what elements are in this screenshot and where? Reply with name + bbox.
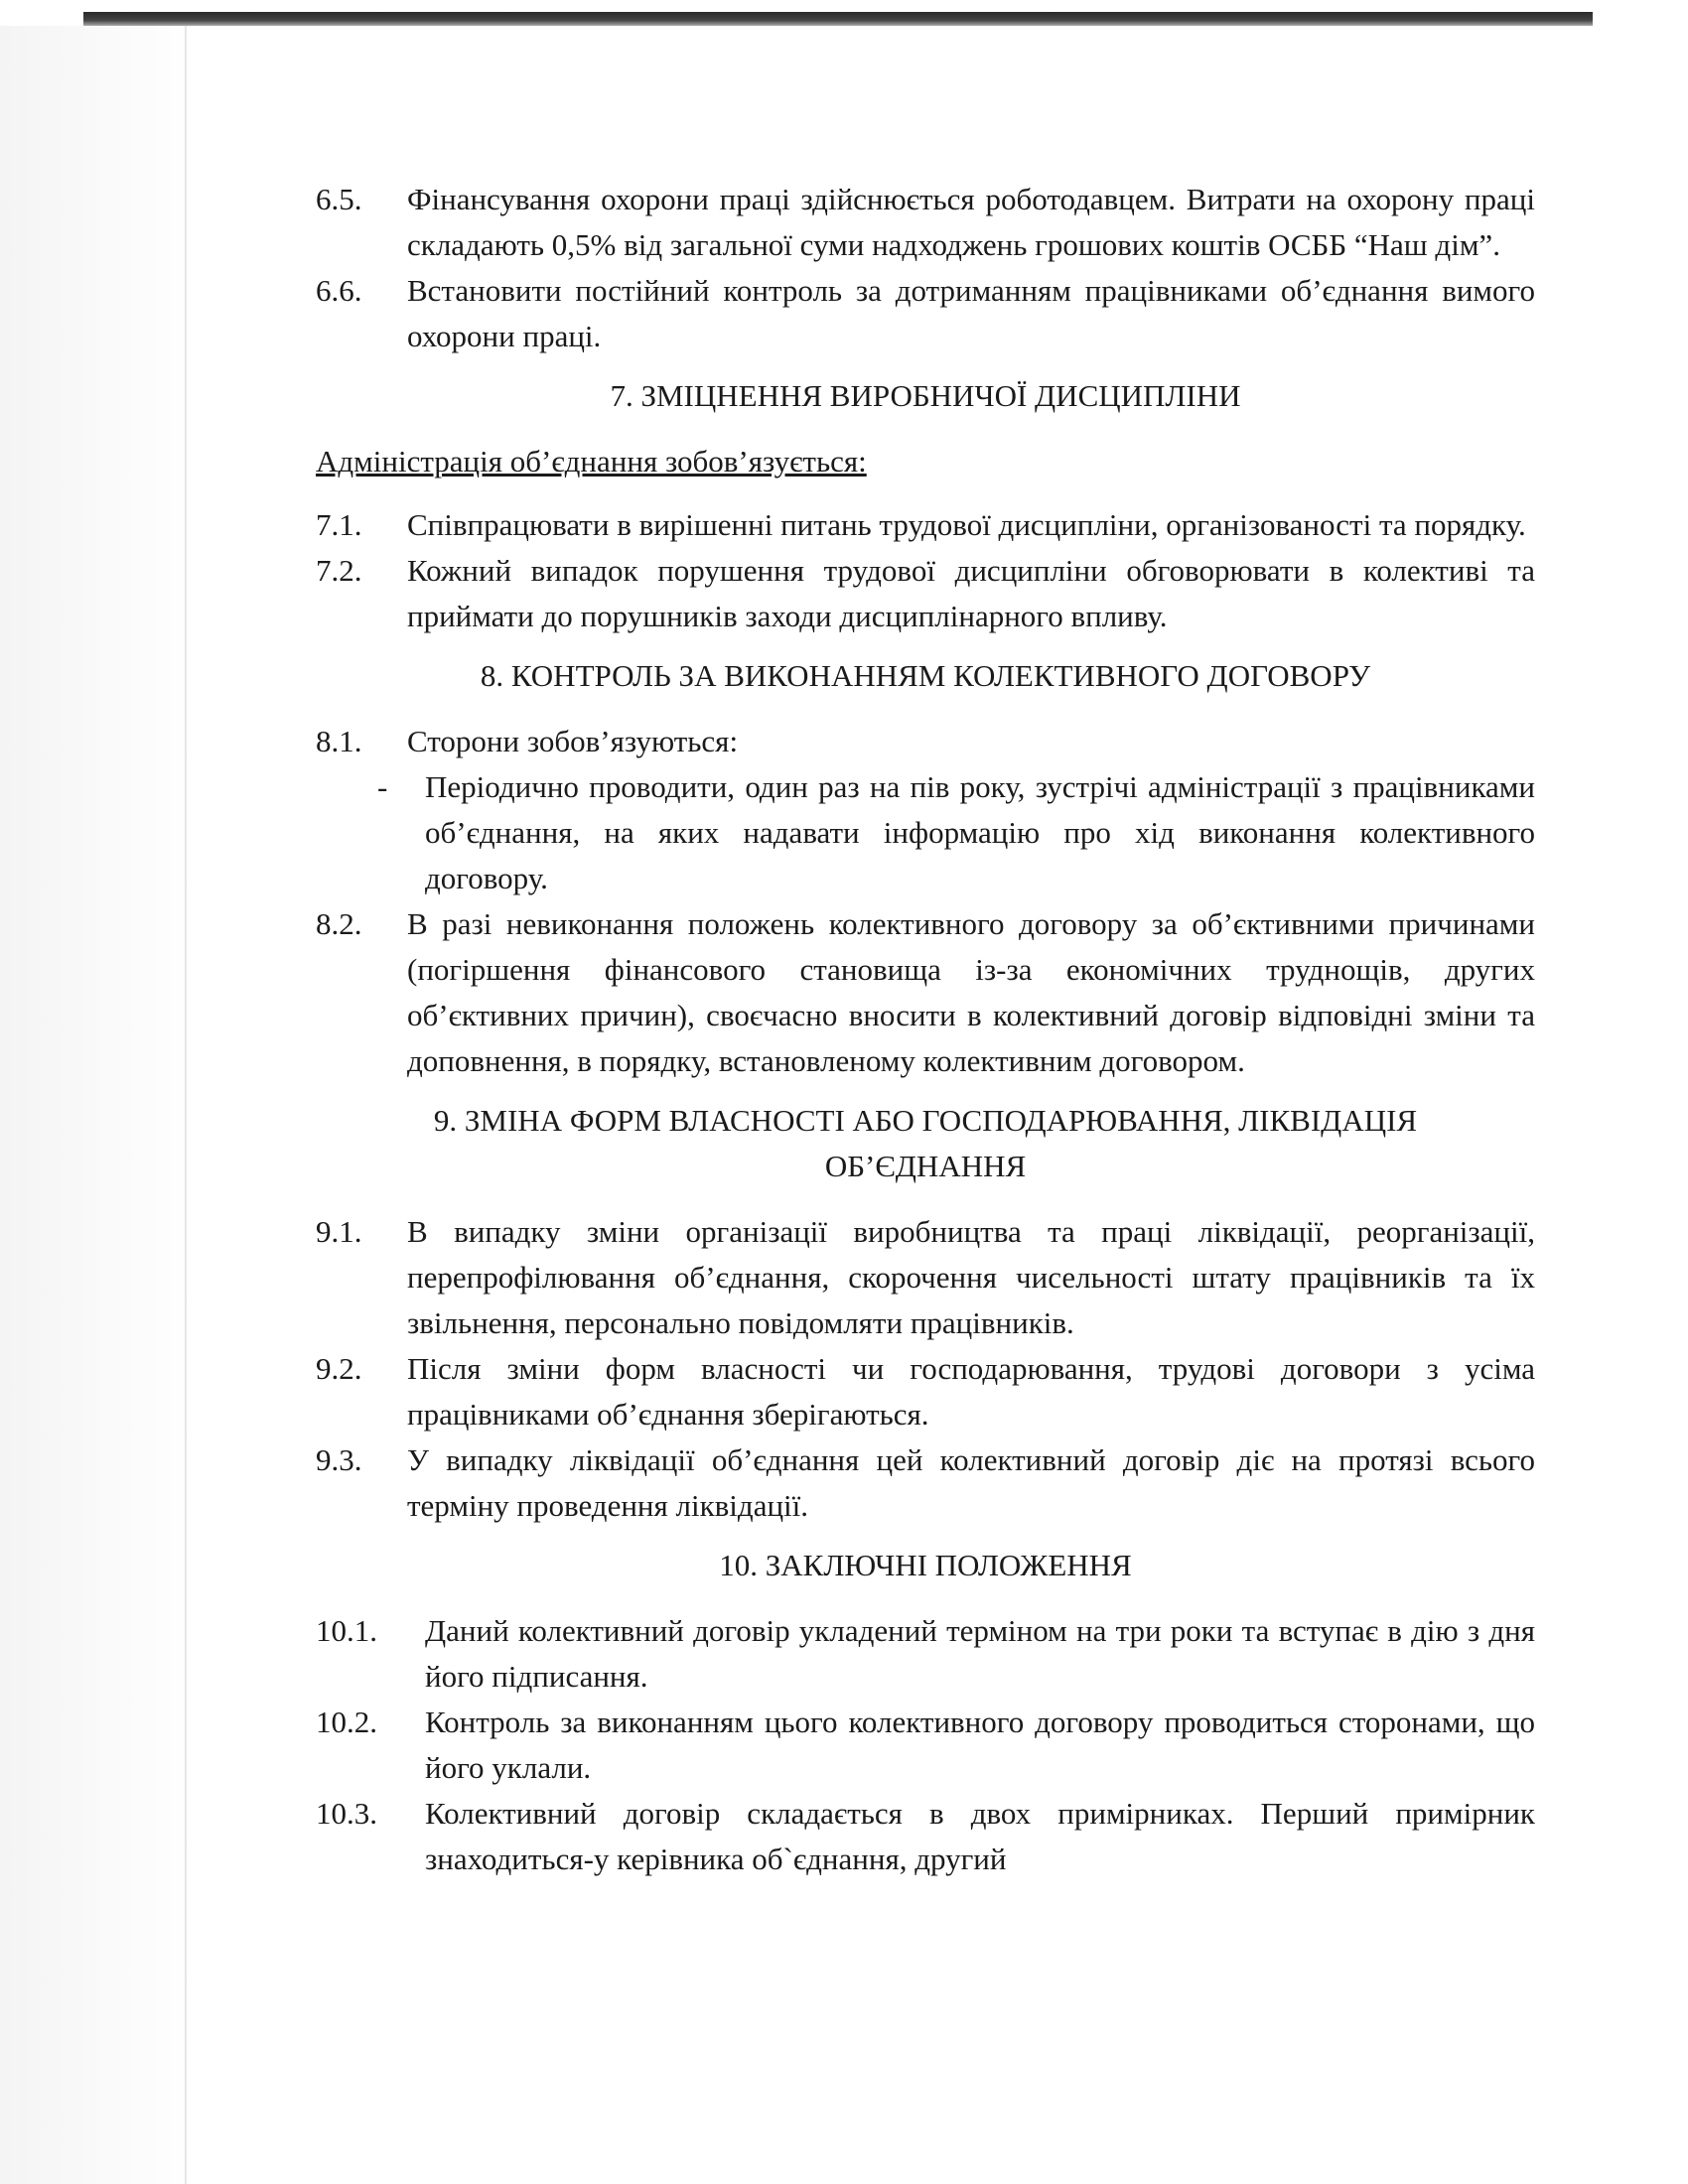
clause-number: 6.6.: [316, 273, 362, 308]
clause-7-1: [316, 502, 1535, 548]
section-10-heading: 10. ЗАКЛЮЧНІ ПОЛОЖЕННЯ: [719, 1548, 1132, 1582]
clause-10-3: [316, 1791, 1535, 1882]
clause-text: Співпрацювати в вирішенні питань трудової дисципліни, організованості та порядку.: [407, 507, 1526, 542]
clause-number: 9.3.: [316, 1442, 362, 1477]
clause-text: Колективний договір складається в двох примірниках. Перший примірник знаходиться-у керівника об`єднання, другий: [425, 1796, 1535, 1876]
clause-number: 8.2.: [316, 906, 362, 941]
clause-number: 7.2.: [316, 553, 362, 588]
clause-text: Даний колективний договір укладений терміном на три роки та вступає в дію з дня його підписання.: [425, 1613, 1535, 1694]
clause-8-1-subitem: [316, 764, 1535, 901]
subitem-text: Періодично проводити, один раз на пів року, зустрічі адміністрації з працівниками об’єднання, на яких надавати інформацію про хід виконання колективного договору.: [425, 769, 1535, 895]
clause-6-5: [316, 177, 1535, 268]
clause-text: У випадку ліквідації об’єднання цей колективний договір діє на протязі всього терміну проведення ліквідації.: [407, 1442, 1535, 1523]
section-8-heading: 8. КОНТРОЛЬ ЗА ВИКОНАННЯМ КОЛЕКТИВНОГО ДОГОВОРУ: [480, 658, 1371, 693]
clause-text: Контроль за виконанням цього колективного договору проводиться сторонами, що його уклали.: [425, 1705, 1535, 1785]
clause-number: 10.2.: [316, 1705, 377, 1739]
clause-text: Встановити постійний контроль за дотриманням працівниками об’єднання вимого охорони праці.: [407, 273, 1535, 353]
clause-10-2: [316, 1700, 1535, 1791]
dash-bullet: -: [377, 769, 388, 804]
clause-text: В випадку зміни організації виробництва та праці ліквідації, реорганізації, перепрофілювання об’єднання, скорочення чисельності штату працівників та їх звільнення, персонально повідомляти працівників.: [407, 1214, 1535, 1340]
section-9-heading: [316, 1098, 1535, 1189]
clause-9-2: [316, 1346, 1535, 1437]
clause-text: Фінансування охорони праці здійснюється роботодавцем. Витрати на охорону праці складають 0,5% від загальної суми надходжень грошових коштів ОСББ “Наш дім”.: [407, 182, 1535, 262]
clause-number: 6.5.: [316, 182, 362, 216]
clause-number: 9.1.: [316, 1214, 362, 1249]
clause-text: В разі невиконання положень колективного договору за об’єктивними причинами (погіршення фінансового становища із-за економічних труднощів, других об’єктивних причин), своєчасно вносити в колективний договір відповідні зміни та доповнення, в порядку, встановленому колективним договором.: [407, 906, 1535, 1078]
clause-10-1: [316, 1608, 1535, 1700]
clause-6-6: [316, 268, 1535, 359]
clause-9-3: [316, 1437, 1535, 1529]
clause-8-2: [316, 901, 1535, 1084]
clause-text: Сторони зобов’язуються:: [407, 724, 739, 758]
clause-number: 10.1.: [316, 1613, 377, 1648]
section-7-intro: Адміністрація об’єднання зобов’язується:: [316, 444, 867, 478]
clause-number: 10.3.: [316, 1796, 377, 1831]
clause-9-1: [316, 1209, 1535, 1346]
section-9-heading-line2: ОБ’ЄДНАННЯ: [824, 1149, 1027, 1183]
clause-8-1: [316, 719, 1535, 764]
clause-text: Кожний випадок порушення трудової дисципліни обговорювати в колективі та приймати до порушників заходи дисциплінарного впливу.: [407, 553, 1535, 633]
document-page: [316, 177, 1535, 1882]
clause-text: Після зміни форм власності чи господарювання, трудові договори з усіма працівниками об’єднання зберігаються.: [407, 1351, 1535, 1432]
section-7-heading: 7. ЗМІЦНЕННЯ ВИРОБНИЧОЇ ДИСЦИПЛІНИ: [610, 378, 1241, 413]
section-9-heading-line1: 9. ЗМІНА ФОРМ ВЛАСНОСТІ АБО ГОСПОДАРЮВАННЯ, ЛІКВІДАЦІЯ: [433, 1103, 1418, 1138]
scan-top-edge: [83, 12, 1593, 26]
clause-number: 8.1.: [316, 724, 362, 758]
clause-7-2: [316, 548, 1535, 639]
scan-left-shadow: [0, 26, 199, 2184]
clause-number: 9.2.: [316, 1351, 362, 1386]
scan-left-edge: [185, 26, 187, 2184]
clause-number: 7.1.: [316, 507, 362, 542]
